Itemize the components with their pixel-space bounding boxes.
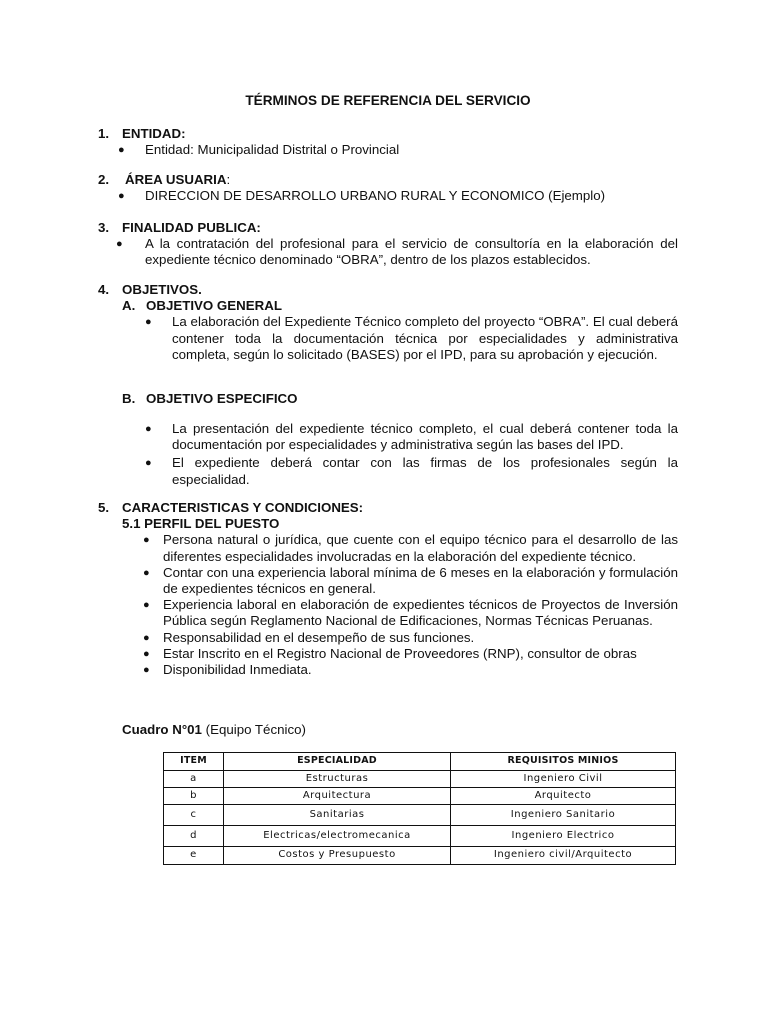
section-heading — [98, 220, 678, 236]
list-item-text: El expediente deberá contar con las firmas de los profesionales según la especialidad. — [172, 455, 678, 487]
bullet-icon: ● — [145, 457, 152, 470]
section-heading — [98, 126, 678, 142]
bullet-list — [98, 188, 678, 204]
cell-especialidad: Costos y Presupuesto — [224, 847, 451, 864]
cell-requisitos: Ingeniero civil/Arquitecto — [451, 847, 676, 864]
section-area-usuaria — [98, 172, 678, 204]
list-item-text: Estar Inscrito en el Registro Nacional de Proveedores (RNP), consultor de obras — [163, 645, 637, 661]
list-item — [98, 188, 678, 204]
section-heading — [98, 282, 678, 298]
table-row — [164, 847, 676, 864]
list-item — [98, 646, 678, 662]
table-caption — [122, 722, 702, 738]
cell-requisitos: Ingeniero Civil — [451, 771, 676, 788]
list-item-text: Persona natural o jurídica, que cuente con el equipo técnico para el desarrollo de las diferentes especialidades involucradas en la elaboración del expediente técnico. — [163, 532, 678, 564]
subsection-title: 5.1 PERFIL DEL PUESTO — [122, 516, 280, 532]
table-header-row — [164, 753, 676, 771]
section-number: 5. — [98, 500, 110, 515]
bullet-list — [98, 142, 678, 158]
document-title: TÉRMINOS DE REFERENCIA DEL SERVICIO — [245, 93, 531, 108]
section-objetivos — [98, 282, 678, 363]
section-number: 2. — [98, 172, 110, 187]
bullet-list — [98, 532, 678, 678]
cell-requisitos: Ingeniero Sanitario — [451, 805, 676, 826]
section-caracteristicas — [98, 500, 678, 678]
list-item — [98, 455, 678, 487]
table-row — [164, 805, 676, 826]
list-item-text: DIRECCION DE DESARROLLO URBANO RURAL Y ECONOMICO (Ejemplo) — [145, 188, 606, 204]
cell-especialidad: Electricas/electromecanica — [224, 826, 451, 847]
list-item — [98, 236, 678, 268]
subsection-title: OBJETIVO ESPECIFICO — [146, 391, 298, 406]
section-heading — [98, 172, 678, 188]
cell-especialidad: Arquitectura — [224, 788, 451, 805]
list-item — [98, 565, 678, 597]
list-item — [98, 142, 678, 158]
table-row — [164, 826, 676, 847]
subsection-heading-perfil — [98, 516, 678, 532]
list-item-text: A la contratación del profesional para el servicio de consultoría en la elaboración del expediente técnico denominado “OBRA”, dentro de los plazos establecidos. — [145, 236, 678, 268]
section-title: OBJETIVOS. — [122, 282, 202, 297]
cell-item: d — [164, 826, 224, 847]
bullet-icon: ● — [143, 599, 150, 612]
list-item — [98, 597, 678, 629]
section-title-colon: : — [226, 172, 231, 187]
section-title: CARACTERISTICAS Y CONDICIONES: — [122, 500, 364, 515]
list-item — [98, 314, 678, 363]
list-item-text: Experiencia laboral en elaboración de expedientes técnicos de Proyectos de Inversión Pública según Reglamento Nacional de Edificaciones, Normas Técnicas Peruanas. — [163, 597, 678, 629]
bullet-icon: ● — [143, 647, 150, 660]
cell-item: a — [164, 771, 224, 788]
cell-item: c — [164, 805, 224, 826]
cell-requisitos: Ingeniero Electrico — [451, 826, 676, 847]
list-item — [98, 630, 678, 646]
table-row — [164, 771, 676, 788]
section-number: 1. — [98, 126, 110, 141]
column-header-especialidad: ESPECIALIDAD — [224, 753, 451, 771]
section-entidad — [98, 126, 678, 158]
column-header-requisitos: REQUISITOS MINIOS — [451, 753, 676, 771]
objetivo-especifico-list — [98, 421, 678, 488]
bullet-list — [98, 421, 678, 488]
list-item — [98, 662, 678, 678]
list-item-text: Responsabilidad en el desempeño de sus funciones. — [163, 629, 475, 645]
bullet-icon: ● — [143, 566, 150, 579]
cell-item: b — [164, 788, 224, 805]
bullet-icon: ● — [145, 423, 152, 435]
list-item-text: Contar con una experiencia laboral mínima de 6 meses en la elaboración y formulación de expedientes técnicos en general. — [163, 564, 678, 597]
list-item-text: La presentación del expediente técnico completo, el cual deberá contener toda la documentación por especialidades y administrativa según las bases del IPD. — [172, 421, 678, 453]
bullet-list — [98, 314, 678, 363]
list-item-text: Disponibilidad Inmediata. — [163, 662, 312, 678]
section-title: FINALIDAD PUBLICA: — [122, 220, 261, 235]
column-header-item: ITEM — [164, 753, 224, 771]
section-finalidad-publica — [98, 220, 678, 269]
section-number: 3. — [98, 220, 110, 235]
list-item-text: Entidad: Municipalidad Distrital o Provincial — [145, 142, 400, 158]
bullet-icon: ● — [145, 316, 152, 329]
table-row — [164, 788, 676, 805]
bullet-icon: ● — [143, 631, 150, 644]
subsection-heading-objetivo-general — [98, 298, 678, 314]
bullet-icon: ● — [143, 664, 150, 677]
bullet-icon: ● — [116, 238, 123, 251]
bullet-icon: ● — [143, 534, 150, 547]
subsection-letter: B. — [122, 391, 136, 406]
cell-requisitos: Arquitecto — [451, 788, 676, 805]
section-heading — [98, 500, 678, 516]
section-number: 4. — [98, 282, 110, 297]
equipo-tecnico-table — [163, 752, 676, 865]
section-title: ENTIDAD: — [122, 126, 186, 141]
list-item-text: La elaboración del Expediente Técnico completo del proyecto “OBRA”. El cual deberá contener toda la documentación técnica por especialidades y administrativa completa, según lo solicitado (BASES) por el IPD, para su aprobación y ejecución. — [172, 314, 678, 362]
subsection-heading — [98, 391, 678, 407]
cell-especialidad: Estructuras — [224, 771, 451, 788]
bullet-icon: ● — [118, 144, 125, 157]
bullet-list — [98, 236, 678, 268]
section-title: ÁREA USUARIA — [125, 172, 227, 187]
subsection-letter: A. — [122, 298, 136, 314]
cell-especialidad: Sanitarias — [224, 805, 451, 826]
bullet-icon: ● — [118, 190, 125, 203]
table-caption-text: (Equipo Técnico) — [201, 722, 306, 737]
subsection-objetivo-especifico — [98, 391, 678, 407]
cell-item: e — [164, 847, 224, 864]
list-item — [98, 421, 678, 453]
list-item — [98, 532, 678, 564]
subsection-title: OBJETIVO GENERAL — [146, 298, 282, 314]
table-caption-label: Cuadro N°01 — [122, 722, 202, 737]
